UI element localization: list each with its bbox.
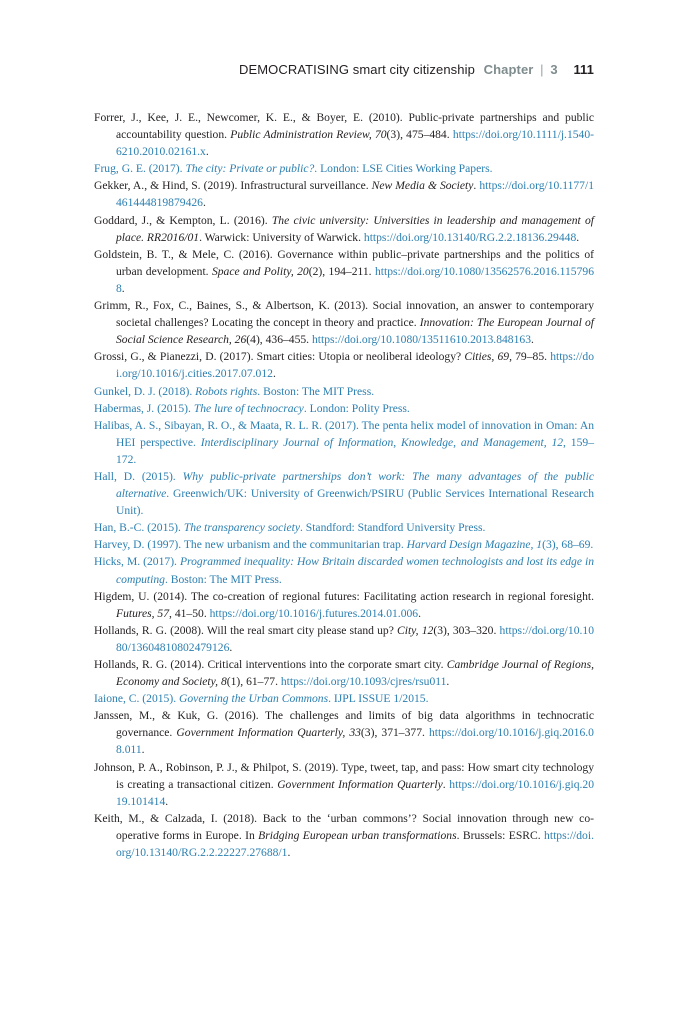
doi-link[interactable]: https://doi.org/10.1080/13562576.2016.1157968 [116,264,594,295]
reference-text: . [442,777,450,791]
reference-text: Johnson, P. A., Robinson, P. J., & Philpot, S. (2019). Type, tweet, tap, and pass: How smart city technology is creating a transactional citizen. [94,760,594,791]
reference-text: . [418,606,421,620]
header-separator: | [540,62,544,77]
reference-entry [94,246,594,297]
reference-entry [94,297,594,348]
reference-entry [94,656,594,690]
reference-entry [94,588,594,622]
reference-text: , 41–50. [169,606,210,620]
reference-text: . [287,846,291,860]
reference-text: Frug, G. E. (2017). [94,162,186,176]
reference-text: Iaione, C. (2015). [94,692,180,706]
reference-title: Interdisciplinary Journal of Information, Knowledge, and Management, 12 [200,435,564,449]
reference-text: . London: Polity Press. [303,401,410,415]
reference-title: The city: Private or public? [185,162,315,176]
reference-title: Programmed inequality: How Britain discarded women technologists and lost its edge in computing [116,555,594,586]
reference-title: Cities, 69 [464,350,510,364]
reference-text: . [202,196,206,210]
reference-title: Harvard Design Magazine, 1 [406,538,543,552]
reference-text: . [576,230,580,244]
reference-entry [94,810,594,861]
reference-entry [94,160,594,177]
reference-entry [94,417,594,468]
reference-text: . [141,743,145,757]
reference-title: Robots rights [195,384,258,398]
reference-text: Higdem, U. (2014). The co-creation of regional futures: Facilitating action research in regional foresight. [94,589,594,603]
reference-title: Space and Polity, 20 [211,264,309,278]
reference-text: , 79–85. [509,350,551,364]
reference-text: . [531,333,534,347]
reference-text: . [229,640,233,654]
reference-text: Gunkel, D. J. (2018). [94,384,196,398]
reference-entry [94,400,594,417]
doi-link[interactable]: https://doi.org/10.1111/j.1540-6210.2010.02161.x [116,128,594,159]
reference-text: Hall, D. (2015). [94,469,183,483]
page-number: 111 [573,62,594,77]
reference-text: Han, B.-C. (2015). [94,521,184,535]
reference-text: (2), 194–211. [308,264,375,278]
reference-text: Hollands, R. G. (2008). Will the real smart city please stand up? [94,623,397,637]
doi-link[interactable]: https://doi.org/10.1016/j.giq.2016.08.011 [116,726,594,757]
reference-text: . London: LSE Cities Working Papers. [314,162,493,176]
reference-text: (3), 303–320. [433,623,500,637]
doi-link[interactable]: https://doi.org/10.1093/cjres/rsu011 [280,675,447,689]
doi-link[interactable]: https://doi.org/10.1016/j.futures.2014.01.006 [209,606,419,620]
reference-title: Public Administration Review, 70 [230,128,387,142]
reference-text: (3), 371–377. [360,726,429,740]
reference-text: (1), 61–77. [226,675,281,689]
reference-title: Futures, 57 [116,606,170,620]
reference-title: Innovation: The European Journal of Social Science Research, 26 [116,316,594,347]
reference-text: . Greenwich/UK: University of Greenwich/PSIRU (Public Services International Research Unit). [116,487,594,518]
reference-text: Keith, M., & Calzada, I. (2018). Back to the ‘urban commons’? Social innovation through new co-operative forms in Europe. In [94,811,594,842]
doi-link[interactable]: https://doi.org/10.1080/13604810802479126 [116,623,594,654]
reference-entry [94,519,594,536]
reference-text: Hollands, R. G. (2014). Critical interventions into the corporate smart city. [94,658,447,671]
doi-link[interactable]: https://doi.org/10.1016/j.giq.2019.101414 [116,777,595,808]
chapter-label: Chapter [483,62,534,77]
reference-entry [94,383,594,400]
reference-text: Habermas, J. (2015). [94,401,194,415]
reference-text: Halibas, A. S., Sibayan, R. O., & Maata, R. L. R. (2017). The penta helix model of innovation in Oman: An HEI perspective. [94,418,594,449]
reference-entry [94,109,594,160]
reference-text: Hicks, M. (2017). [94,555,180,569]
reference-text: (4), 436–455. [246,333,312,347]
reference-text: . [446,675,450,689]
reference-text: . Boston: The MIT Press. [164,572,282,586]
reference-title: The transparency society [183,521,300,535]
reference-text: . [272,367,276,381]
reference-text: Grossi, G., & Pianezzi, D. (2017). Smart cities: Utopia or neoliberal ideology? [94,350,465,364]
reference-entry [94,348,594,382]
reference-title: The civic university: Universities in leadership and management of place. RR2016/01 [116,213,594,244]
reference-title: City, 12 [397,623,434,637]
reference-text: Grimm, R., Fox, C., Baines, S., & Albertson, K. (2013). Social innovation, an answer to contemporary societal challenges? Locating the concept in theory and practice. [94,299,594,330]
running-title: DEMOCRATISING smart city citizenship [238,62,475,77]
chapter-number: 3 [550,62,558,77]
reference-title: The lure of technocracy [193,401,304,415]
reference-entry [94,707,594,758]
reference-text: (3), 475–484. [386,128,453,142]
reference-title: Government Information Quarterly [277,777,443,791]
reference-title: New Media & Society [371,179,474,193]
reference-text: . [165,794,169,808]
reference-list [94,109,594,861]
reference-text: Gekker, A., & Hind, S. (2019). Infrastructural surveillance. [94,179,372,193]
reference-entry [94,622,594,656]
reference-text: . Brussels: ESRC. [456,828,545,842]
doi-link[interactable]: https://doi.org/10.1080/13511610.2013.848163 [311,333,531,347]
reference-text: . [473,179,480,193]
reference-text: Goddard, J., & Kempton, L. (2016). [94,213,272,227]
reference-text: . [205,145,209,159]
reference-text: Harvey, D. (1997). The new urbanism and the communitarian trap. [94,538,407,552]
reference-title: Governing the Urban Commons [179,692,329,706]
reference-entry [94,690,594,707]
running-header [239,62,594,77]
reference-text: . [121,281,125,295]
reference-entry [94,177,594,211]
reference-title: Bridging European urban transformations [258,828,457,842]
reference-entry [94,759,594,810]
reference-text: Forrer, J., Kee, J. E., Newcomer, K. E., & Boyer, E. (2010). Public-private partnerships and public accountability question. [94,111,594,142]
doi-link[interactable]: https://doi.org/10.13140/RG.2.2.18136.29448 [363,230,577,244]
reference-text: . IJPL ISSUE 1/2015. [328,692,429,706]
reference-text: Goldstein, B. T., & Mele, C. (2016). Governance within public–private partnerships and the politics of urban development. [94,247,594,278]
reference-entry [94,536,594,553]
reference-title: Government Information Quarterly, 33 [176,726,361,740]
reference-title: Cambridge Journal of Regions, Economy and Society, 8 [116,658,594,689]
reference-text: . Standford: Standford University Press. [299,521,486,535]
reference-text: (3), 68–69. [542,538,594,552]
doi-link[interactable]: https://doi.org/10.1177/1461444819879426 [116,179,595,210]
reference-text: . Warwick: University of Warwick. [199,230,364,244]
reference-entry [94,212,594,246]
reference-entry [94,468,594,519]
doi-link[interactable]: https://doi.org/10.1016/j.cities.2017.07.012 [116,350,594,381]
reference-entry [94,553,594,587]
reference-text: , 159–172. [116,435,594,466]
reference-text: Janssen, M., & Kuk, G. (2016). The challenges and limits of big data algorithms in technocratic governance. [94,709,594,740]
doi-link[interactable]: https://doi.org/10.13140/RG.2.2.22227.27688/1 [116,828,594,860]
reference-text: . Boston: The MIT Press. [257,384,375,398]
reference-title: Why public-private partnerships don’t work: The many advantages of the public alternative [116,469,595,501]
